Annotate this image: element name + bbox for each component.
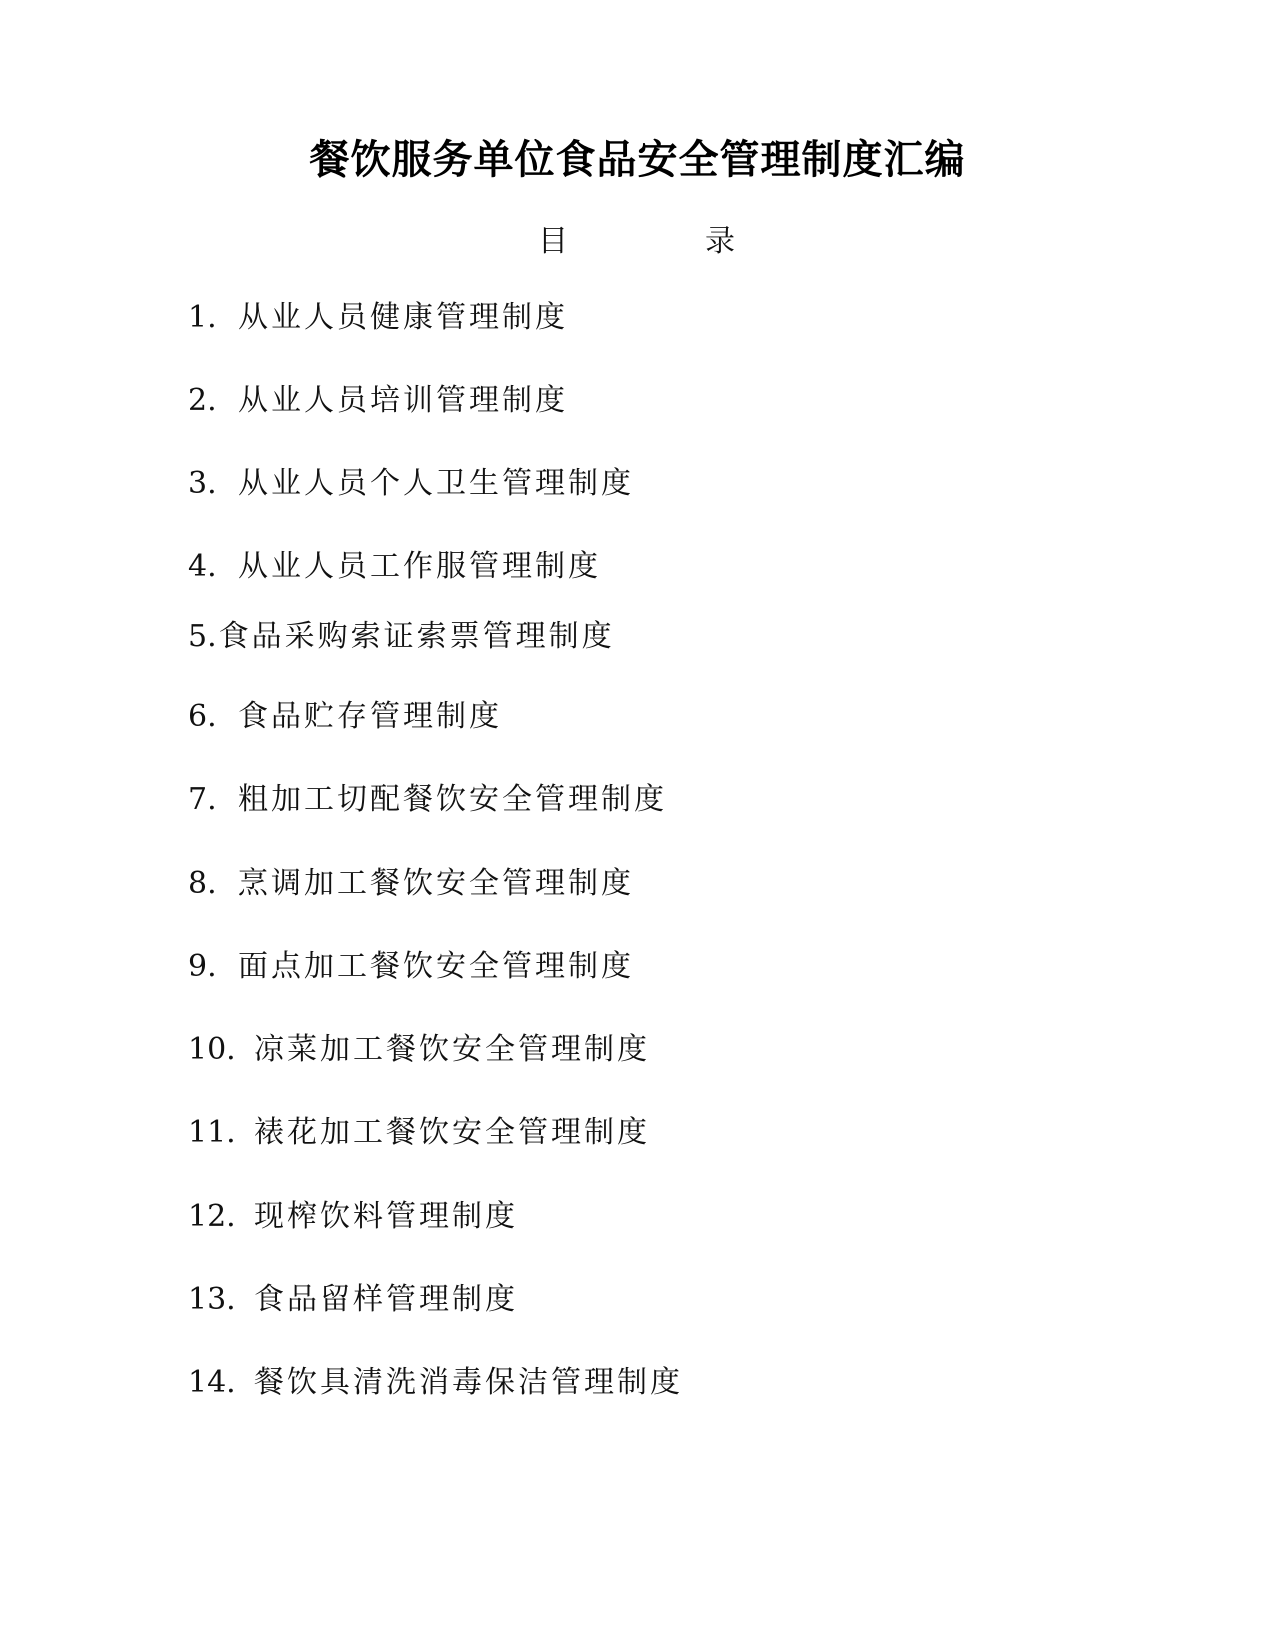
toc-item	[188, 1280, 518, 1320]
toc-item	[188, 1197, 518, 1237]
toc-item-number: 8.	[188, 866, 217, 901]
toc-item-text: 从业人员健康管理制度	[238, 300, 568, 335]
toc-item-number: 1.	[188, 300, 217, 335]
toc-item-number: 13.	[188, 1282, 236, 1317]
toc-item-text: 食品采购索证索票管理制度	[218, 619, 615, 654]
toc-item	[188, 298, 568, 338]
toc-item	[188, 864, 634, 904]
toc-item-text: 烹调加工餐饮安全管理制度	[238, 866, 634, 901]
toc-item	[188, 947, 634, 987]
toc-item	[188, 697, 502, 737]
toc-item-number: 4.	[188, 549, 217, 584]
toc-item-text: 凉菜加工餐饮安全管理制度	[254, 1032, 650, 1067]
toc-item-number: 12.	[188, 1199, 236, 1234]
toc-item-number: 6.	[188, 699, 217, 734]
toc-item-text: 现榨饮料管理制度	[254, 1199, 518, 1234]
toc-heading	[0, 222, 1275, 266]
toc-item	[188, 617, 615, 657]
toc-item-text: 面点加工餐饮安全管理制度	[238, 949, 634, 984]
toc-item	[188, 1113, 650, 1153]
toc-item-number: 3.	[188, 466, 217, 501]
toc-item	[188, 464, 634, 504]
toc-item-number: 11.	[188, 1115, 236, 1150]
toc-item-number: 14.	[188, 1365, 236, 1400]
toc-item-text: 食品贮存管理制度	[238, 699, 502, 734]
toc-item-text: 餐饮具清洗消毒保洁管理制度	[254, 1365, 683, 1400]
toc-item-number: 10.	[188, 1032, 236, 1067]
toc-heading-char-1: 目	[538, 224, 568, 259]
document-title: 餐饮服务单位食品安全管理制度汇编	[309, 137, 966, 183]
toc-item-text: 从业人员培训管理制度	[238, 383, 568, 418]
toc-item-text: 从业人员工作服管理制度	[238, 549, 601, 584]
toc-item	[188, 780, 667, 820]
toc-item	[188, 381, 568, 421]
toc-item-number: 2.	[188, 383, 217, 418]
toc-item-text: 食品留样管理制度	[254, 1282, 518, 1317]
toc-item-number: 7.	[188, 782, 217, 817]
toc-item-number: 5.	[188, 619, 217, 654]
toc-item-text: 粗加工切配餐饮安全管理制度	[238, 782, 667, 817]
toc-item-number: 9.	[188, 949, 217, 984]
toc-item	[188, 1363, 683, 1403]
toc-item-text: 裱花加工餐饮安全管理制度	[254, 1115, 650, 1150]
toc-item-text: 从业人员个人卫生管理制度	[238, 466, 634, 501]
toc-heading-char-2: 录	[705, 224, 735, 259]
toc-item	[188, 547, 601, 587]
toc-item	[188, 1030, 650, 1070]
